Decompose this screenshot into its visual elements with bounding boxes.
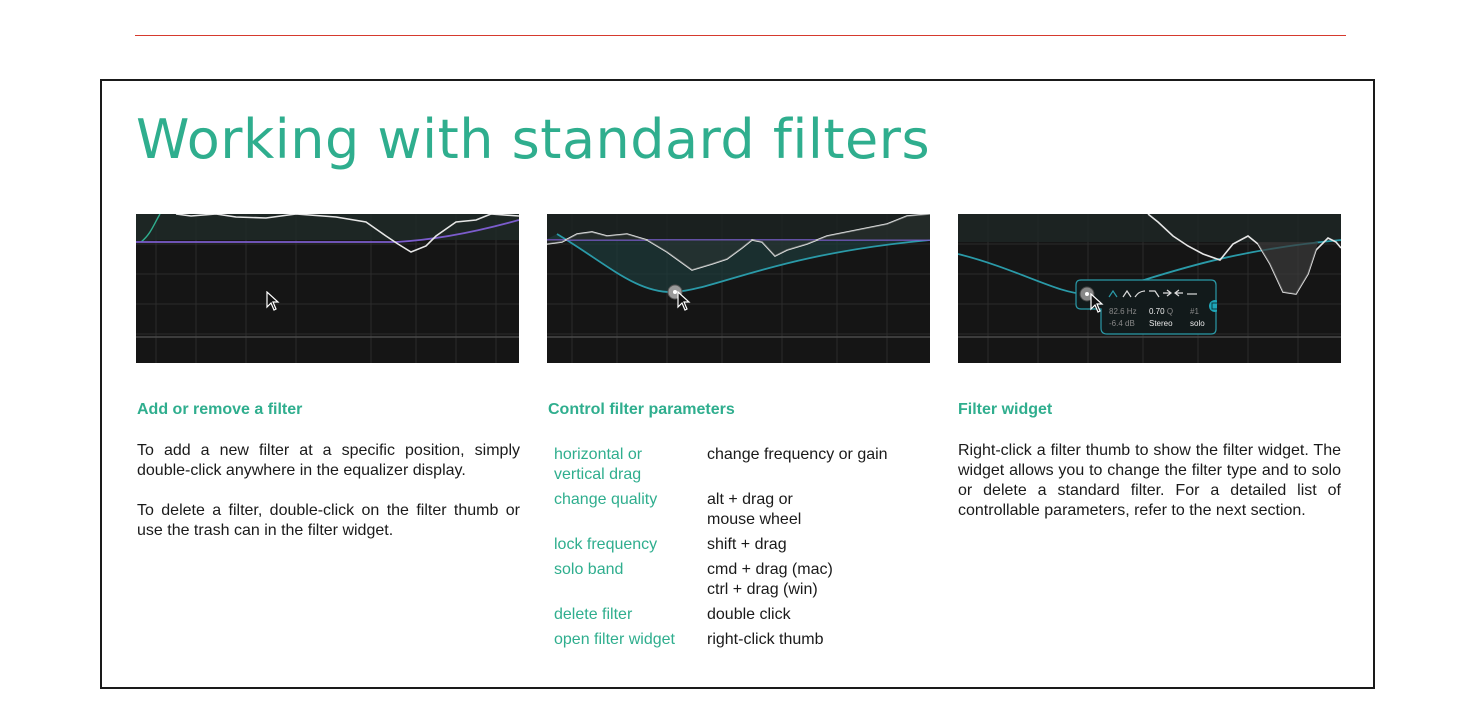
shortcut-table	[547, 445, 930, 655]
widget-solo-button[interactable]: solo	[1190, 319, 1205, 328]
add-remove-text	[137, 441, 520, 561]
shortcut-gesture: shift + drag	[707, 536, 787, 553]
shortcut-action: delete filter	[554, 606, 633, 623]
shortcut-gesture: right-click thumb	[707, 631, 824, 648]
paragraph: To add a new filter at a specific position, simply double-click anywhere in the equalizer display.	[137, 442, 520, 479]
paragraph: To delete a filter, double-click on the filter thumb or use the trash can in the filter widget.	[137, 502, 520, 539]
widget-channel[interactable]: Stereo	[1149, 319, 1173, 328]
shortcut-gesture: change frequency or gain	[707, 446, 888, 463]
widget-heading: Filter widget	[958, 401, 1053, 418]
header-rule	[135, 35, 1346, 36]
eq-display-add[interactable]	[136, 214, 519, 363]
control-heading: Control filter parameters	[548, 401, 735, 418]
table-row	[547, 490, 930, 535]
eq-graph	[547, 214, 930, 363]
table-row	[547, 535, 930, 560]
mouse-cursor-icon	[1090, 293, 1104, 313]
filter-widget[interactable]	[1075, 279, 1217, 333]
widget-filter-number: #1	[1190, 307, 1199, 316]
eq-display-control[interactable]	[547, 214, 930, 363]
shortcut-gesture: double click	[707, 606, 791, 623]
widget-quality[interactable]: 0.70 Q	[1149, 307, 1174, 316]
eq-graph	[136, 214, 519, 363]
table-row	[547, 560, 930, 605]
table-row	[547, 605, 930, 630]
mouse-cursor-icon	[677, 291, 691, 311]
add-remove-heading: Add or remove a filter	[137, 401, 303, 418]
shortcut-action: horizontal or vertical drag	[554, 446, 643, 483]
shortcut-action: lock frequency	[554, 536, 658, 553]
shortcut-gesture: alt + drag or mouse wheel	[707, 491, 802, 528]
widget-gain[interactable]: -6.4 dB	[1109, 319, 1135, 328]
page-title: Working with standard filters	[136, 108, 931, 171]
paragraph: Right-click a filter thumb to show the filter widget. The widget allows you to change the filter type and to solo or delete a standard filter. For a detailed list of controllable parameters, refer to the next section.	[958, 442, 1341, 519]
shortcut-action: change quality	[554, 491, 658, 508]
table-row	[547, 445, 930, 490]
widget-frequency[interactable]: 82.6 Hz	[1109, 307, 1137, 316]
shortcut-action: solo band	[554, 561, 624, 578]
mouse-cursor-icon	[266, 291, 280, 311]
table-row	[547, 630, 930, 655]
shortcut-gesture: cmd + drag (mac) ctrl + drag (win)	[707, 561, 833, 598]
widget-text	[958, 441, 1341, 541]
shortcut-action: open filter widget	[554, 631, 675, 648]
